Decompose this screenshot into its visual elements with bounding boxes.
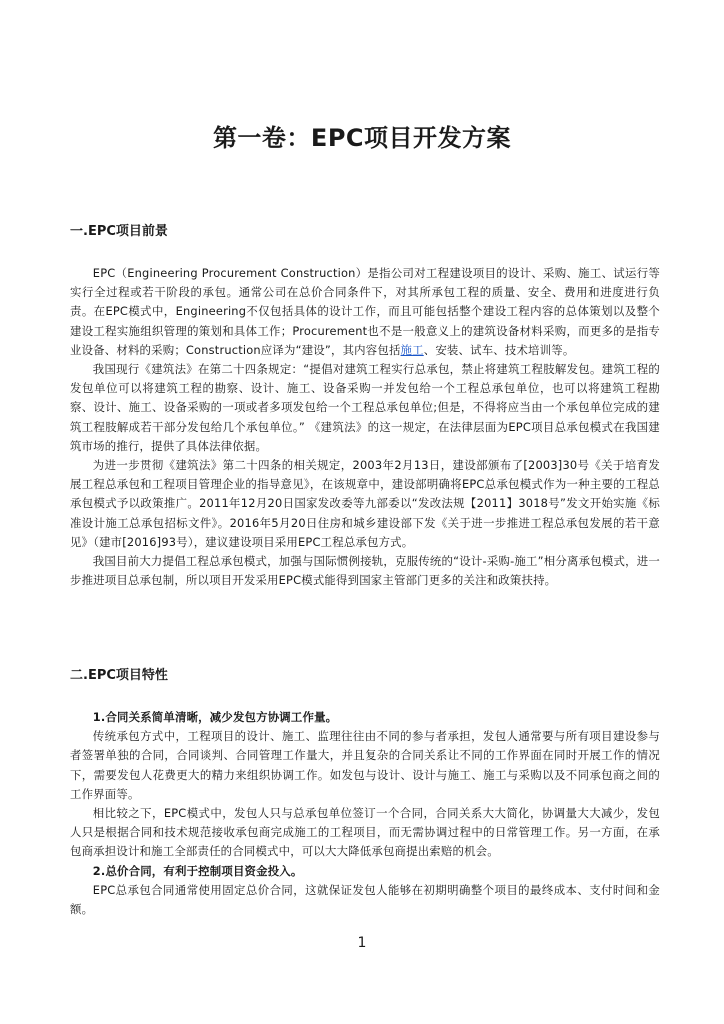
section-body-epc-prospects [70, 264, 660, 590]
construction-link[interactable]: 施工 [400, 342, 424, 357]
document-title: 第一卷：EPC项目开发方案 [212, 124, 512, 152]
section-body-epc-features [70, 708, 660, 919]
paragraph: 传统承包方式中，工程项目的设计、施工、监理往往由不同的参与者承担，发包人通常要与所有项目建设参与者签署单独的合同，合同谈判、合同管理工作量大，并且复杂的合同关系让不同的工作界面在同时开展工作的情况下，需要发包人花费更大的精力来组织协调工作。如发包与设计、设计与施工、施工与采购以及不同承包商之间的工作界面等。 [70, 729, 660, 801]
paragraph-text: 、安装、试车、技术培训等。 [423, 342, 575, 357]
paragraph: 我国目前大力提倡工程总承包模式，加强与国际惯例接轨，克服传统的“设计-采购-施工”相分离承包模式，进一步推进项目总承包制，所以项目开发采用EPC模式能得到国家主管部门更多的关注和政策扶持。 [70, 554, 660, 588]
page-number: 1 [357, 935, 367, 951]
section-heading-epc-features: 二.EPC项目特性 [70, 668, 168, 683]
paragraph: EPC总承包合同通常使用固定总价合同，这就保证发包人能够在初期明确整个项目的最终成本、支付时间和金额。 [70, 882, 660, 917]
paragraph: 相比较之下，EPC模式中，发包人只与总承包单位签订一个合同，合同关系大大简化，协调量大大减少，发包人只是根据合同和技术规范接收承包商完成施工的工程项目，而无需协调过程中的日常管理工作。另一方面，在承包商承担设计和施工全部责任的合同模式中，可以大大降低承包商提出索赔的机会。 [70, 806, 660, 859]
paragraph [70, 264, 660, 360]
subheading-fixed-price-contract: 2.总价合同，有利于控制项目资金投入。 [92, 863, 303, 878]
paragraph: 我国现行《建筑法》在第二十四条规定：“提倡对建筑工程实行总承包，禁止将建筑工程肢解发包。建筑工程的发包单位可以将建筑工程的勘察、设计、施工、设备采购一并发包给一个工程总承包单位，也可以将建筑工程勘察、设计、施工、设备采购的一项或者多项发包给一个工程总承包单位;但是，不得将应当由一个承包单位完成的建筑工程肢解成若干部分发包给几个承包单位。” 《建筑法》的这一规定，在法律层面为EPC项目总承包模式在我国建筑市场的推行，提供了具体法律依据。 [70, 362, 660, 453]
paragraph-text: EPC（Engineering Procurement Construction）是指公司对工程建设项目的设计、采购、施工、试运行等实行全过程或若干阶段的承包。通常公司在总价合同条件下，对其所承包工程的质量、安全、费用和进度进行负责。在EPC模式中，Engineering不仅包括具体的设计工作，而且可能包括整个建设工程内容的总体策划以及整个建设工程实施组织管理的策划和具体工作；Procurement也不是一般意义上的建筑设备材料采购，而更多的是指专业设备、材料的采购；Construction应译为“建设”，其内容包括 [70, 266, 660, 357]
subheading-contract-relations: 1.合同关系简单清晰，减少发包方协调工作量。 [92, 710, 338, 724]
paragraph: 为进一步贯彻《建筑法》第二十四条的相关规定，2003年2月13日，建设部颁布了[2003]30号《关于培育发展工程总承包和工程项目管理企业的指导意见》，在该规章中，建设部明确将EPC总承包模式作为一种主要的工程总承包模式予以政策推广。2011年12月20日国家发改委等九部委以“发改法规【2011】3018号”发文开始实施《标准设计施工总承包招标文件》。2016年5月20日住房和城乡建设部下发《关于进一步推进工程总承包发展的若干意见》（建市[2016]93号），建议建设项目采用EPC工程总承包方式。 [70, 458, 660, 549]
section-heading-epc-prospects: 一.EPC项目前景 [70, 224, 168, 239]
